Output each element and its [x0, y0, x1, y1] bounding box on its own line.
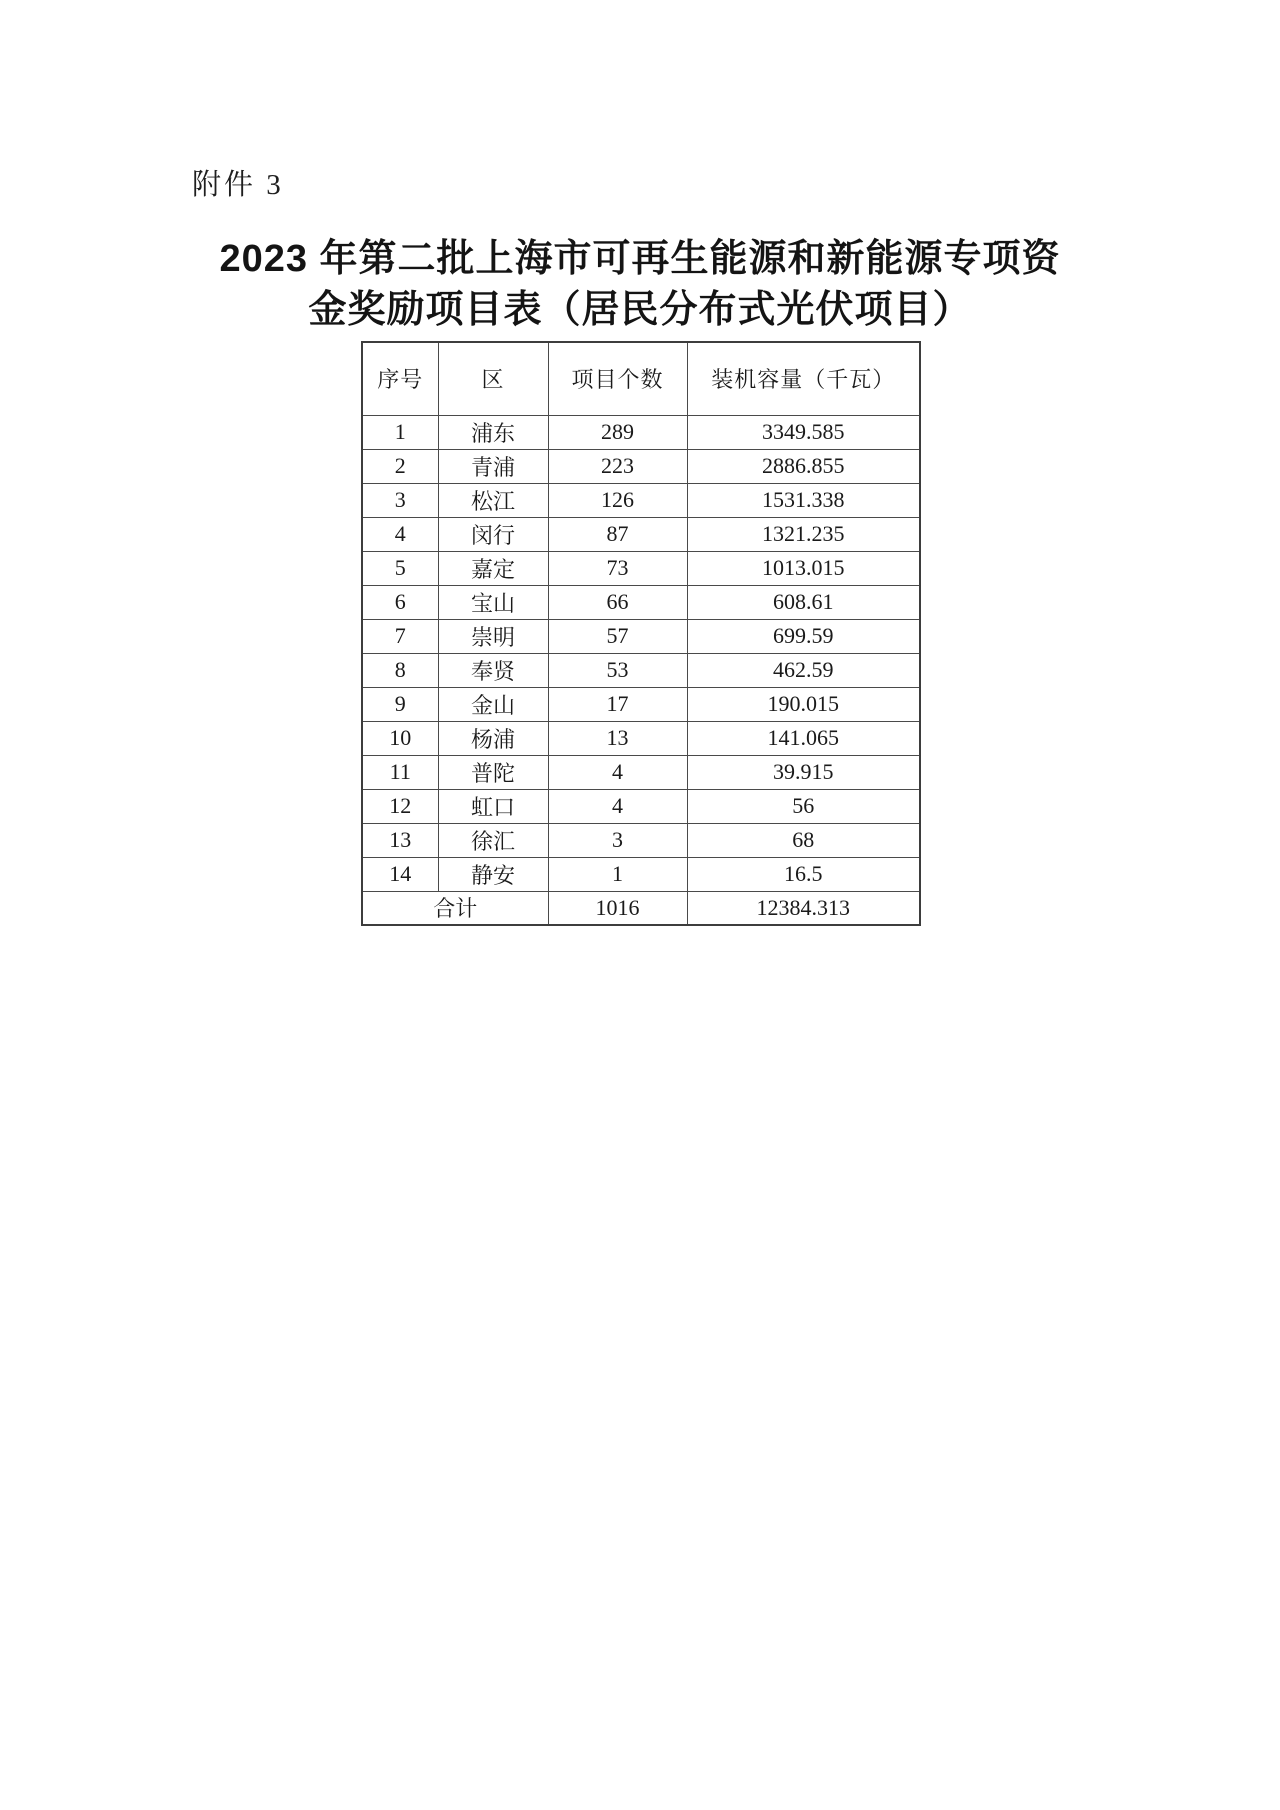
- cell-count: 1: [548, 857, 687, 891]
- document-title: [0, 234, 1280, 336]
- cell-district: 浦东: [438, 415, 548, 449]
- cell-capacity: 699.59: [687, 619, 920, 653]
- table-row: [362, 721, 920, 755]
- cell-count: 13: [548, 721, 687, 755]
- cell-capacity: 1321.235: [687, 517, 920, 551]
- cell-district: 崇明: [438, 619, 548, 653]
- table-row: [362, 823, 920, 857]
- cell-capacity: 3349.585: [687, 415, 920, 449]
- cell-capacity: 190.015: [687, 687, 920, 721]
- cell-count: 289: [548, 415, 687, 449]
- total-label-cell: 合计: [362, 891, 548, 925]
- cell-count: 87: [548, 517, 687, 551]
- cell-capacity: 141.065: [687, 721, 920, 755]
- cell-seq: 6: [362, 585, 438, 619]
- cell-capacity: 2886.855: [687, 449, 920, 483]
- cell-district: 静安: [438, 857, 548, 891]
- cell-capacity: 16.5: [687, 857, 920, 891]
- cell-seq: 4: [362, 517, 438, 551]
- cell-district: 虹口: [438, 789, 548, 823]
- cell-district: 徐汇: [438, 823, 548, 857]
- cell-district: 松江: [438, 483, 548, 517]
- col-header-district: 区: [438, 342, 548, 415]
- cell-seq: 1: [362, 415, 438, 449]
- cell-count: 57: [548, 619, 687, 653]
- cell-capacity: 1013.015: [687, 551, 920, 585]
- cell-district: 闵行: [438, 517, 548, 551]
- cell-district: 宝山: [438, 585, 548, 619]
- cell-seq: 5: [362, 551, 438, 585]
- table-row: [362, 619, 920, 653]
- table-row: [362, 551, 920, 585]
- col-header-capacity: 装机容量（千瓦）: [687, 342, 920, 415]
- cell-seq: 10: [362, 721, 438, 755]
- cell-count: 17: [548, 687, 687, 721]
- cell-capacity: 1531.338: [687, 483, 920, 517]
- cell-count: 4: [548, 755, 687, 789]
- cell-seq: 9: [362, 687, 438, 721]
- cell-district: 杨浦: [438, 721, 548, 755]
- table-row: [362, 857, 920, 891]
- table-header-row: [362, 342, 920, 415]
- cell-seq: 3: [362, 483, 438, 517]
- title-line-1: 2023 年第二批上海市可再生能源和新能源专项资: [219, 238, 1061, 280]
- table-row: [362, 789, 920, 823]
- cell-capacity: 56: [687, 789, 920, 823]
- table-row: [362, 517, 920, 551]
- col-header-count: 项目个数: [548, 342, 687, 415]
- cell-district: 嘉定: [438, 551, 548, 585]
- cell-count: 73: [548, 551, 687, 585]
- cell-district: 金山: [438, 687, 548, 721]
- total-capacity-cell: 12384.313: [687, 891, 920, 925]
- table-total-row: [362, 891, 920, 925]
- table-row: [362, 585, 920, 619]
- table-row: [362, 653, 920, 687]
- cell-seq: 12: [362, 789, 438, 823]
- cell-count: 126: [548, 483, 687, 517]
- cell-count: 66: [548, 585, 687, 619]
- cell-district: 奉贤: [438, 653, 548, 687]
- cell-district: 普陀: [438, 755, 548, 789]
- cell-seq: 14: [362, 857, 438, 891]
- table-row: [362, 687, 920, 721]
- table-row: [362, 483, 920, 517]
- cell-count: 223: [548, 449, 687, 483]
- cell-seq: 13: [362, 823, 438, 857]
- cell-seq: 11: [362, 755, 438, 789]
- cell-count: 3: [548, 823, 687, 857]
- table-row: [362, 755, 920, 789]
- cell-seq: 8: [362, 653, 438, 687]
- cell-count: 53: [548, 653, 687, 687]
- cell-seq: 2: [362, 449, 438, 483]
- pv-projects-table: [361, 341, 921, 926]
- cell-capacity: 608.61: [687, 585, 920, 619]
- table-row: [362, 415, 920, 449]
- cell-district: 青浦: [438, 449, 548, 483]
- total-count-cell: 1016: [548, 891, 687, 925]
- col-header-seq: 序号: [362, 342, 438, 415]
- attachment-label: 附件 3: [192, 169, 284, 201]
- cell-capacity: 462.59: [687, 653, 920, 687]
- cell-count: 4: [548, 789, 687, 823]
- table-row: [362, 449, 920, 483]
- cell-capacity: 39.915: [687, 755, 920, 789]
- cell-capacity: 68: [687, 823, 920, 857]
- title-line-2: 金奖励项目表（居民分布式光伏项目）: [308, 289, 972, 331]
- cell-seq: 7: [362, 619, 438, 653]
